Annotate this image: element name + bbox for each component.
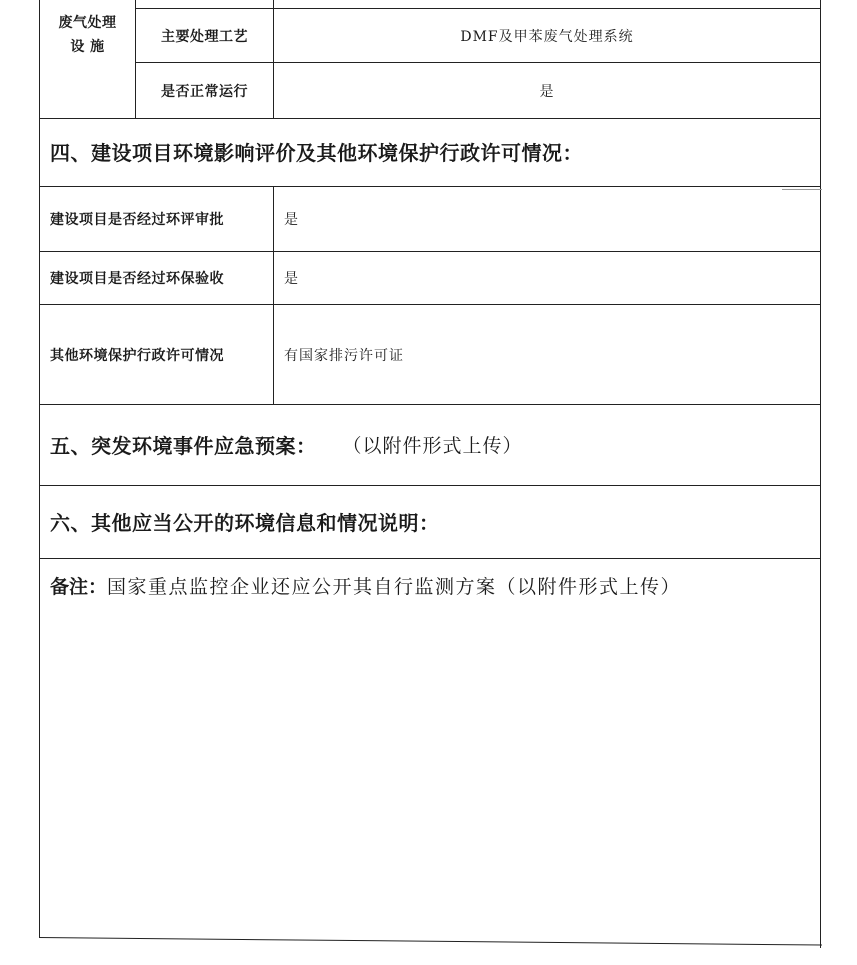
remark-text: 国家重点监控企业还应公开其自行监测方案（以附件形式上传） bbox=[107, 575, 682, 598]
section4-row3-value: 有国家排污许可证 bbox=[284, 347, 404, 364]
remark-label: 备注： bbox=[50, 575, 108, 598]
section4-row2-value: 是 bbox=[284, 271, 299, 287]
table-left-border bbox=[39, 0, 40, 938]
section4-row1-label: 建设项目是否经过环评审批 bbox=[50, 212, 224, 228]
waste-gas-facility-label-line1: 废气处理 bbox=[58, 15, 117, 31]
section5-note: （以附件形式上传） bbox=[342, 434, 523, 457]
running-value: 是 bbox=[539, 83, 555, 100]
table-right-border bbox=[820, 0, 821, 948]
remark bbox=[50, 566, 820, 604]
table-bottom-border bbox=[39, 937, 822, 946]
section4-row2-label: 建设项目是否经过环保验收 bbox=[50, 271, 224, 287]
section4-title: 四、建设项目环境影响评价及其他环境保护行政许可情况： bbox=[50, 140, 583, 165]
process-label: 主要处理工艺 bbox=[161, 28, 248, 45]
section5-title: 五、突发环境事件应急预案： （以附件形式上传） bbox=[50, 405, 820, 483]
waste-gas-facility-label bbox=[40, 0, 135, 70]
running-label: 是否正常运行 bbox=[161, 83, 248, 100]
section4-row1-value: 是 bbox=[284, 212, 299, 228]
section6-bottom-line bbox=[39, 558, 821, 559]
section4-row3-label: 其他环境保护行政许可情况 bbox=[50, 347, 224, 364]
section4-column-divider bbox=[273, 187, 274, 405]
process-value: DMF及甲苯废气处理系统 bbox=[460, 28, 634, 45]
waste-gas-facility-label-line2: 设 施 bbox=[70, 39, 105, 55]
section6-title: 六、其他应当公开的环境信息和情况说明： bbox=[50, 510, 440, 535]
